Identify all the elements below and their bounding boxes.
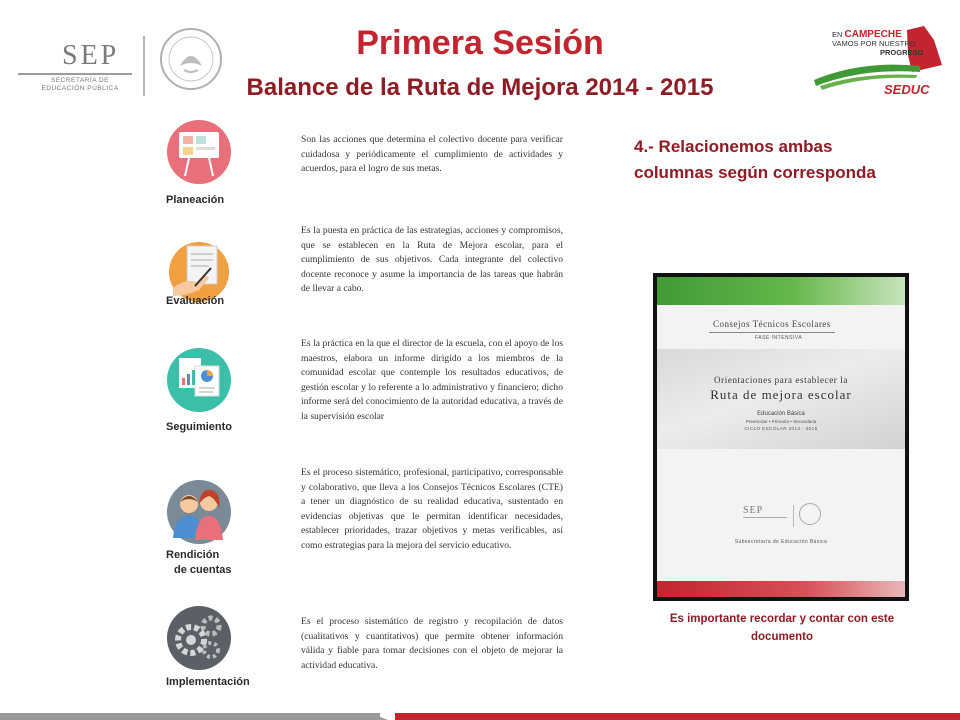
definition-3: Es la práctica en la que el director de la escuela, con el apoyo de los maestros, elabora un informe dirigido a los miembros de la comunidad escolar que contemple los resultados educativos, de gestión escolar y lo referente a lo administrativo y financiero; dicho informe será del conocimiento de la autoridad educativa, a través de la supervisión escolar	[301, 338, 563, 422]
cover-sep-logo: SEP	[743, 505, 764, 516]
document-caption: Es importante recordar y contar con este documento	[669, 613, 895, 643]
seduc-label: SEDUC	[884, 82, 930, 97]
concept-label-implementacion: Implementación	[166, 676, 250, 688]
implementacion-icon	[165, 604, 233, 672]
cover-fase: FASE INTENSIVA	[755, 335, 803, 341]
footer-gray-bar	[0, 713, 380, 720]
cover-edu: Educación Básica	[757, 411, 805, 417]
footer-red-bar	[395, 713, 960, 720]
cover-seal-icon	[799, 503, 821, 525]
cover-sep-divider	[793, 505, 794, 527]
definition-4: Es el proceso sistemático, profesional, participativo, corresponsable y colaborativo, que lleva a los Consejos Técnicos Escolares (CTE) a tener un diagnóstico de su realidad educativa, sustentado en evidencias objetivas que le permitan identificar necesidades, establecer prioridades, trazar objetivos y metas verificables, así como estrategias para la mejora del servicio educativo.	[301, 467, 563, 551]
planeacion-icon	[165, 118, 233, 186]
cover-header: Consejos Técnicos Escolares	[713, 319, 831, 329]
campeche-brand: CAMPECHE	[844, 29, 902, 40]
document-cover	[653, 273, 909, 601]
footer-notch	[370, 713, 388, 720]
page-subtitle: Balance de la Ruta de Mejora 2014 - 2015	[246, 74, 714, 101]
definition-1: Son las acciones que determina el colectivo docente para verificar cuidadosa y periódicamente el cumplimiento de actividades y acuerdos, para el logro de sus metas.	[301, 134, 563, 175]
concept-label-seguimiento: Seguimiento	[166, 421, 233, 433]
cover-ciclo: CICLO ESCOLAR 2014 - 2015	[744, 426, 818, 431]
document-cover-page	[657, 277, 905, 597]
campeche-slogan	[832, 30, 923, 57]
sep-logo-line2: EDUCACIÓN PÚBLICA	[41, 85, 119, 92]
campeche-line2: VAMOS POR NUESTRO	[832, 39, 916, 48]
concept-label-rendicion	[166, 548, 231, 578]
definition-2: Es la puesta en práctica de las estrategias, acciones y compromisos, que se establecen en la Ruta de Mejora escolar, para el cumplimiento de sus objetivos. Cada integrante del colectivo docente reconoce y asume la importancia de las tareas que habrán de llevar a cabo.	[301, 225, 563, 295]
campeche-logo	[812, 20, 950, 100]
cover-sep-line	[743, 517, 787, 518]
definition-5: Es el proceso sistemático de registro y recopilación de datos (cualitativos y cuantitativos) que permite obtener información válida y fiable para tomar decisiones con el objeto de mejorar la actividad educativa.	[301, 616, 563, 671]
concept-label-rendicion-line2: de cuentas	[174, 564, 232, 576]
concept-label-rendicion-line1: Rendición	[166, 549, 220, 561]
campeche-line3: PROGRESO	[880, 48, 924, 57]
cover-green-band	[657, 277, 905, 305]
seguimiento-icon	[165, 346, 233, 414]
page-title: Primera Sesión	[356, 24, 604, 62]
cover-title-line2: Ruta de mejora escolar	[710, 387, 852, 402]
rendicion-icon	[165, 478, 233, 546]
cover-header-line	[709, 332, 835, 333]
cover-title-line1: Orientaciones para establecer la	[714, 375, 848, 385]
cover-niveles: Preescolar • Primaria • Secundaria	[745, 419, 817, 424]
concept-label-evaluacion: Evaluación	[166, 295, 225, 307]
concept-label-planeacion: Planeación	[166, 194, 225, 206]
sep-logo-word: SEP	[62, 40, 120, 71]
cover-red-band	[657, 581, 905, 597]
sep-logo-line1: SECRETARÍA DE	[50, 77, 110, 84]
campeche-en: EN	[832, 30, 843, 39]
instruction-text: 4.- Relacionemos ambas columnas según corresponda	[634, 137, 876, 182]
cover-subsecretaria: Subsecretaría de Educación Básica	[734, 539, 828, 545]
